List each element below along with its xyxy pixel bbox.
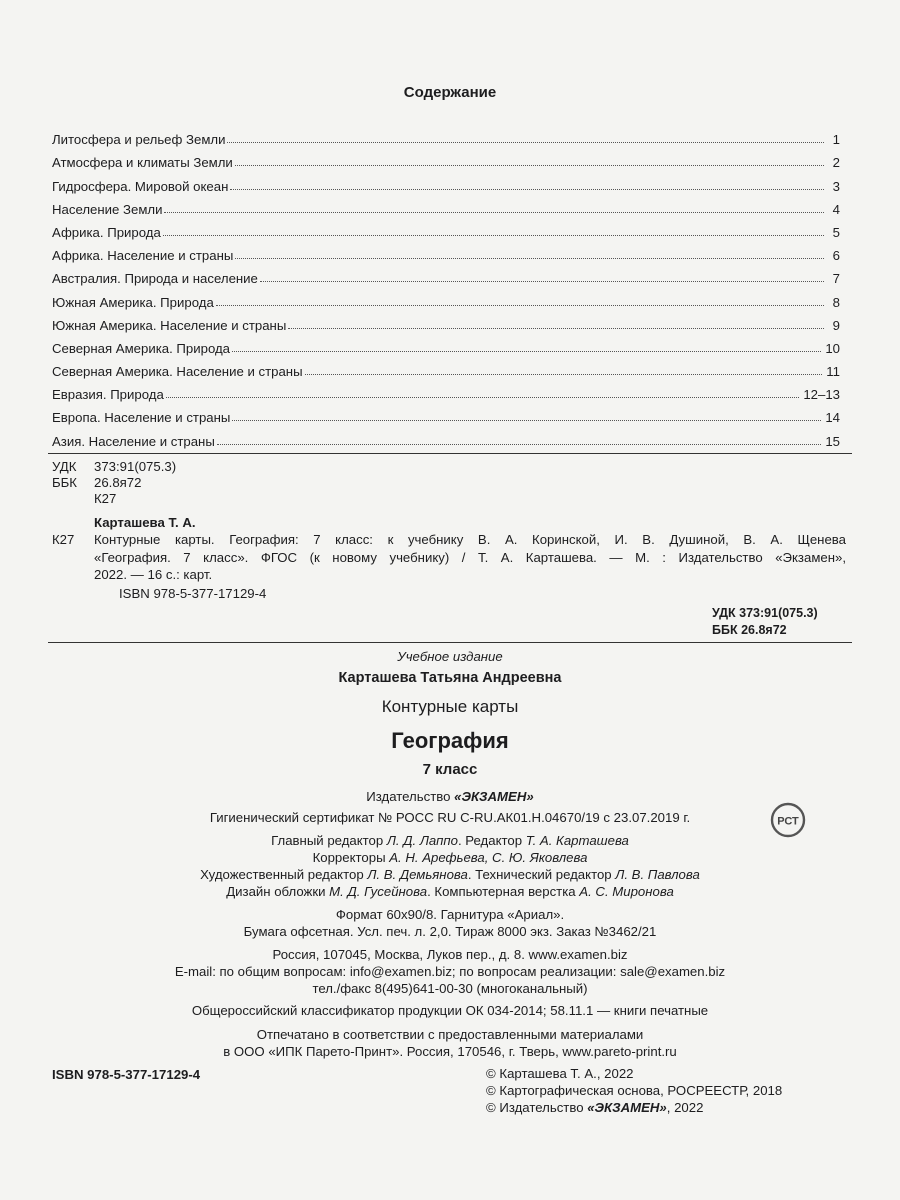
tech-editor: Л. В. Павлова	[615, 867, 700, 882]
phone-line: тел./факс 8(495)641-00-30 (многоканальный)	[312, 981, 588, 996]
toc-item	[52, 124, 840, 147]
biblio-line-2: «География. 7 класс». ФГОС (к новому учебнику) / Т. А. Карташева. — М. : Издательство «Экзамен»,	[94, 549, 846, 565]
email-line: E-mail: по общим вопросам: info@examen.biz; по вопросам реализации: sale@examen.biz	[174, 964, 726, 979]
copy3-name: «ЭКЗАМЕН»	[587, 1100, 667, 1115]
publisher-name: «ЭКЗАМЕН»	[454, 789, 534, 804]
toc-leader-dots	[166, 397, 800, 398]
toc-item-title: Северная Америка. Природа	[52, 340, 231, 356]
chief-editor-label: Главный редактор	[271, 833, 387, 848]
toc-item	[52, 333, 840, 356]
proofreaders: А. Н. Арефьева, С. Ю. Яковлева	[389, 850, 588, 865]
proof-label: Корректоры	[312, 850, 390, 865]
toc-leader-dots	[217, 444, 822, 445]
toc-item-title: Европа. Население и страны	[52, 410, 231, 426]
toc-item-title: Северная Америка. Население и страны	[52, 364, 303, 380]
udk-right: УДК 373:91(075.3)	[712, 606, 818, 620]
chief-editor: Л. Д. Лаппо	[386, 833, 458, 848]
toc-item-title: Атмосфера и климаты Земли	[52, 155, 233, 171]
toc-leader-dots	[230, 189, 824, 190]
rst-mark: РСТ	[777, 815, 799, 828]
toc-item	[52, 425, 840, 448]
toc-item	[52, 263, 840, 286]
author-mark: К27	[94, 491, 117, 506]
toc-leader-dots	[260, 281, 824, 282]
toc-item-page: 3	[832, 178, 840, 194]
toc-leader-dots	[164, 212, 824, 213]
editors-line	[0, 833, 900, 848]
toc-leader-dots	[227, 142, 824, 143]
toc-item-page: 9	[832, 317, 840, 333]
toc-item	[52, 240, 840, 263]
isbn-bottom: ISBN 978-5-377-17129-4	[52, 1067, 201, 1082]
toc-leader-dots	[232, 351, 821, 352]
copy3-suffix: , 2022	[666, 1100, 704, 1115]
toc-item-page: 8	[832, 294, 840, 310]
toc-item-page: 7	[832, 271, 840, 287]
toc-item-page: 1	[832, 132, 840, 148]
copyright-author: © Карташева Т. А., 2022	[486, 1066, 634, 1081]
bbk-value: 26.8я72	[94, 475, 142, 490]
printed-line-2: в ООО «ИПК Парето-Принт». Россия, 170546, г. Тверь, www.pareto-print.ru	[223, 1044, 677, 1059]
toc-leader-dots	[288, 328, 824, 329]
toc-item-page: 2	[832, 155, 840, 171]
series-title: Контурные карты	[381, 697, 519, 716]
isbn-card: ISBN 978-5-377-17129-4	[119, 586, 267, 601]
toc-item-page: 6	[832, 248, 840, 264]
format-line: Формат 60x90/8. Гарнитура «Ариал».	[335, 907, 565, 922]
layout-designer: А. С. Миронова	[579, 884, 674, 899]
proofreaders-line	[0, 850, 900, 865]
cover-designer: М. Д. Гусейнова	[329, 884, 428, 899]
editor-label: . Редактор	[457, 833, 526, 848]
toc-item-title: Евразия. Природа	[52, 387, 164, 403]
toc-item	[52, 217, 840, 240]
toc-item	[52, 402, 840, 425]
divider-top	[48, 453, 852, 454]
cover-line	[0, 884, 900, 899]
toc-item	[52, 194, 840, 217]
art-editor: Л. В. Демьянова	[367, 867, 468, 882]
classifier-line: Общероссийский классификатор продукции ОК 034-2014; 58.11.1 — книги печатные	[191, 1003, 709, 1018]
toc-item-title: Литосфера и рельеф Земли	[52, 132, 226, 148]
toc-item-title: Южная Америка. Природа	[52, 294, 214, 310]
cover-label: Дизайн обложки	[226, 884, 330, 899]
biblio-line-3: 2022. — 16 с.: карт.	[94, 567, 213, 582]
toc-item-title: Гидросфера. Мировой океан	[52, 178, 229, 194]
toc-item-page: 10	[825, 340, 840, 356]
tech-label: . Технический редактор	[467, 867, 616, 882]
subject-title: География	[391, 728, 509, 753]
toc-item	[52, 170, 840, 193]
table-of-contents	[52, 124, 840, 449]
toc-leader-dots	[232, 420, 821, 421]
toc-item	[52, 356, 840, 379]
toc-item	[52, 310, 840, 333]
divider-bottom	[48, 642, 852, 643]
copy3-prefix: © Издательство	[486, 1100, 588, 1115]
bibliographic-description	[94, 531, 846, 584]
toc-leader-dots	[163, 235, 824, 236]
bbk-right: ББК 26.8я72	[712, 623, 787, 637]
author-heading: Карташева Т. А.	[94, 515, 196, 530]
udk-label: УДК	[52, 459, 77, 474]
copyright-map: © Картографическая основа, РОСРЕЕСТР, 2018	[486, 1083, 783, 1098]
toc-item-page: 4	[832, 201, 840, 217]
layout-label: . Компьютерная верстка	[427, 884, 580, 899]
udk-value: 373:91(075.3)	[94, 459, 177, 474]
address-line: Россия, 107045, Москва, Луков пер., д. 8. www.examen.biz	[272, 947, 628, 962]
toc-item-title: Африка. Природа	[52, 224, 161, 240]
toc-item-page: 12–13	[803, 387, 840, 403]
toc-item-title: Южная Америка. Население и страны	[52, 317, 287, 333]
bbk-label: ББК	[52, 475, 77, 490]
toc-item-title: Африка. Население и страны	[52, 248, 234, 264]
paper-line: Бумага офсетная. Усл. печ. л. 2,0. Тираж 8000 экз. Заказ №3462/21	[243, 924, 657, 939]
edition-type: Учебное издание	[397, 649, 503, 664]
toc-item	[52, 147, 840, 170]
toc-item-page: 11	[826, 364, 840, 380]
toc-leader-dots	[305, 374, 823, 375]
toc-item-title: Азия. Население и страны	[52, 433, 215, 449]
certificate: Гигиенический сертификат № РОСС RU С-RU.АК01.Н.04670/19 с 23.07.2019 г.	[209, 810, 691, 825]
toc-item-title: Австралия. Природа и население	[52, 271, 258, 287]
toc-leader-dots	[216, 305, 824, 306]
editor: Т. А. Карташева	[525, 833, 629, 848]
toc-item	[52, 286, 840, 309]
toc-title: Содержание	[403, 84, 497, 101]
toc-leader-dots	[235, 165, 824, 166]
printed-line-1: Отпечатано в соответствии с предоставленными материалами	[256, 1027, 644, 1042]
toc-item-title: Население Земли	[52, 201, 163, 217]
toc-item	[52, 379, 840, 402]
copyright-publisher	[486, 1100, 703, 1115]
toc-leader-dots	[235, 258, 824, 259]
art-editor-line	[0, 867, 900, 882]
biblio-line-1: Контурные карты. География: 7 класс: к учебнику В. А. Коринской, И. В. Душиной, В. А. Щенева	[94, 532, 846, 547]
toc-item-page: 15	[825, 433, 840, 449]
art-label: Художественный редактор	[200, 867, 368, 882]
publisher-line	[0, 789, 900, 804]
author-full: Карташева Татьяна Андреевна	[338, 670, 562, 686]
author-mark-left: К27	[52, 532, 75, 547]
grade-title: 7 класс	[422, 761, 478, 778]
toc-item-page: 14	[825, 410, 840, 426]
toc-item-page: 5	[832, 224, 840, 240]
publisher-prefix: Издательство	[366, 789, 455, 804]
